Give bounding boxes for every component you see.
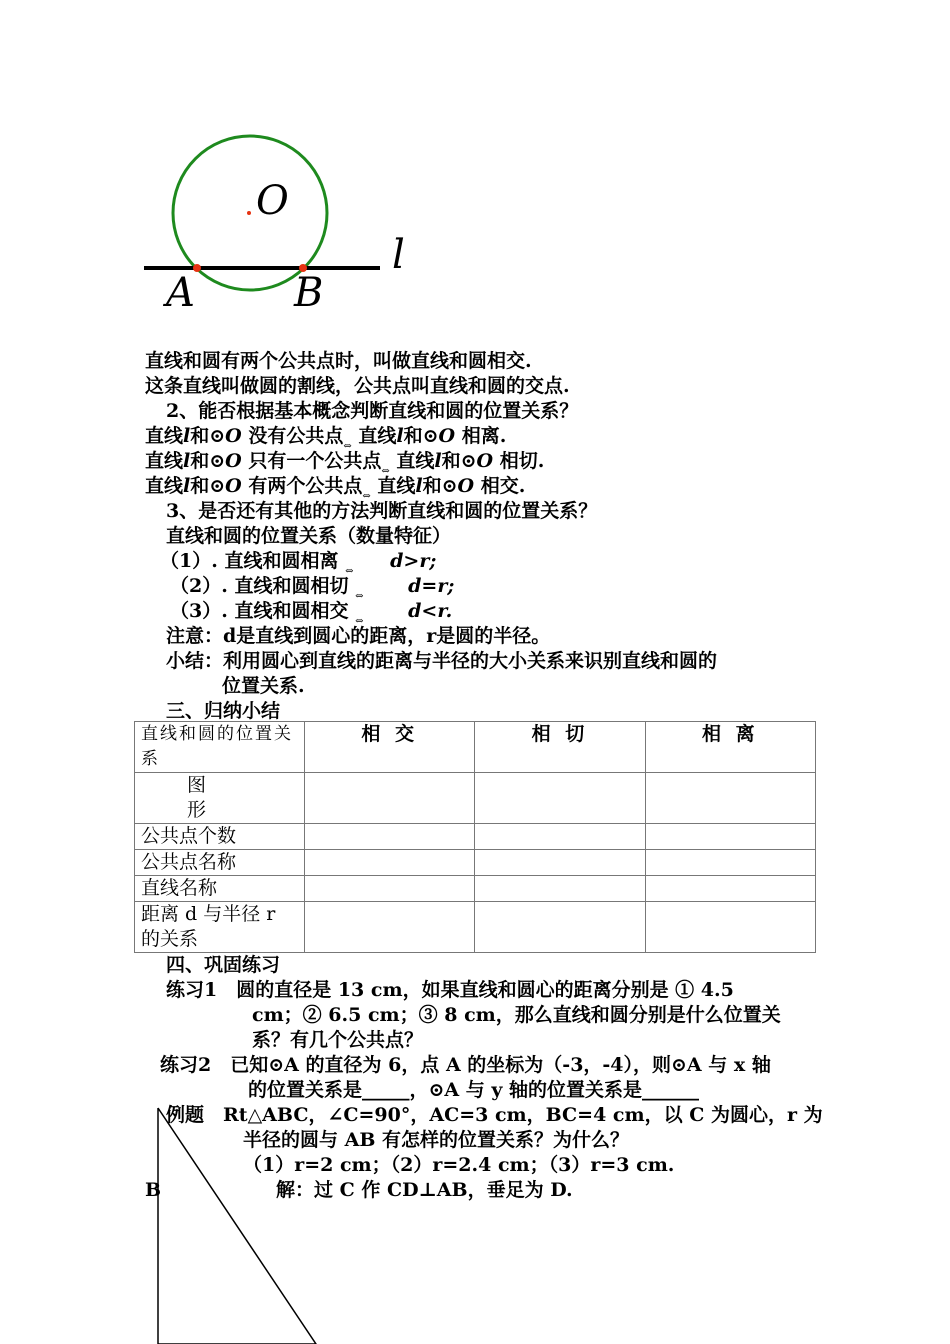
triangle-abc bbox=[150, 1100, 330, 1344]
label-o: O bbox=[256, 178, 289, 224]
table-row-label: 直线名称 bbox=[135, 876, 305, 902]
solution-line: 解：过 C 作 CD⊥AB，垂足为 D. bbox=[276, 1179, 573, 1201]
example-line-2: 半径的圆与 AB 有怎样的位置关系？为什么？ bbox=[243, 1129, 630, 1151]
table-row bbox=[135, 850, 816, 876]
example-line-1: 例题 Rt△ABC，∠C=90°，AC=3 cm，BC=4 cm，以 C 为圆心，r 为 bbox=[166, 1104, 823, 1126]
judge-line-separate: 直线l和⊙O 没有公共点$_\Leftrightarrow$ 直线l和⊙O 相离. bbox=[145, 425, 507, 452]
table-header-intersect: 相 交 bbox=[305, 722, 475, 773]
section-4-title: 四、巩固练习 bbox=[166, 954, 281, 976]
equivalence-arrow: ⇔ bbox=[381, 466, 390, 477]
question-2: 2、能否根据基本概念判断直线和圆的位置关系？ bbox=[166, 400, 579, 422]
table-row-label: 距离 d 与半径 r 的关系 bbox=[135, 902, 305, 953]
label-l: l bbox=[392, 232, 405, 278]
triangle-label-b: B bbox=[145, 1179, 162, 1201]
table-header-relation: 直线和圆的位置关系 bbox=[135, 722, 305, 773]
example-line-3: （1）r=2 cm；（2）r=2.4 cm；（3）r=3 cm. bbox=[243, 1154, 675, 1176]
definition-intersect: 直线和圆有两个公共点时，叫做直线和圆相交. bbox=[145, 350, 532, 372]
equivalence-arrow: ⇔ bbox=[355, 591, 364, 602]
case-intersect: （3）. 直线和圆相交 $_\Leftrightarrow$ d<r. bbox=[170, 600, 453, 627]
exercise-1-line-1: 练习1 圆的直径是 13 cm，如果直线和圆心的距离分别是 ① 4.5 bbox=[166, 979, 734, 1001]
question-3-subtitle: 直线和圆的位置关系（数量特征） bbox=[166, 525, 452, 547]
table-row bbox=[135, 824, 816, 850]
center-dot bbox=[247, 211, 251, 215]
table-row bbox=[135, 876, 816, 902]
table-header-tangent: 相 切 bbox=[475, 722, 645, 773]
note: 注意：d是直线到圆心的距离，r是圆的半径。 bbox=[166, 625, 551, 647]
summary-table bbox=[134, 721, 816, 953]
table-row bbox=[135, 773, 816, 824]
judge-line-tangent: 直线l和⊙O 只有一个公共点$_\Leftrightarrow$ 直线l和⊙O 相切. bbox=[145, 450, 545, 477]
definition-secant: 这条直线叫做圆的割线，公共点叫直线和圆的交点. bbox=[145, 375, 570, 397]
judge-line-intersect: 直线l和⊙O 有两个公共点$_\Leftrightarrow$ 直线l和⊙O 相交. bbox=[145, 475, 526, 502]
table-row-label: 图 形 bbox=[135, 773, 305, 824]
equivalence-arrow: ⇔ bbox=[345, 566, 354, 577]
label-b: B bbox=[294, 270, 324, 316]
table-row bbox=[135, 902, 816, 953]
case-tangent: （2）. 直线和圆相切 $_\Leftrightarrow$ d=r; bbox=[170, 575, 455, 602]
exercise-2-line-1: 练习2 已知⊙A 的直径为 6，点 A 的坐标为（-3，-4），则⊙A 与 x 轴 bbox=[160, 1054, 771, 1076]
exercise-1-line-2: cm；② 6.5 cm；③ 8 cm，那么直线和圆分别是什么位置关 bbox=[252, 1004, 781, 1026]
exercise-2-line-2: 的位置关系是_____，⊙A 与 y 轴的位置关系是______ bbox=[248, 1079, 700, 1101]
table-row-label: 公共点个数 bbox=[135, 824, 305, 850]
equivalence-arrow: ⇔ bbox=[343, 441, 352, 452]
section-3-title: 三、归纳小结 bbox=[166, 700, 281, 722]
label-a: A bbox=[166, 270, 195, 316]
summary-line-2: 位置关系. bbox=[222, 675, 305, 697]
question-3: 3、是否还有其他的方法判断直线和圆的位置关系？ bbox=[166, 500, 598, 522]
case-separate: （1）. 直线和圆相离 $_\Leftrightarrow$ d>r; bbox=[160, 550, 437, 577]
equivalence-arrow: ⇔ bbox=[362, 491, 371, 502]
equivalence-arrow: ⇔ bbox=[355, 616, 364, 627]
summary-line-1: 小结：利用圆心到直线的距离与半径的大小关系来识别直线和圆的 bbox=[166, 650, 718, 672]
triangle-edges bbox=[158, 1108, 316, 1344]
table-row-label: 公共点名称 bbox=[135, 850, 305, 876]
table-header-separate: 相 离 bbox=[645, 722, 815, 773]
exercise-1-line-3: 系？有几个公共点？ bbox=[252, 1029, 424, 1051]
table-header-row bbox=[135, 722, 816, 773]
